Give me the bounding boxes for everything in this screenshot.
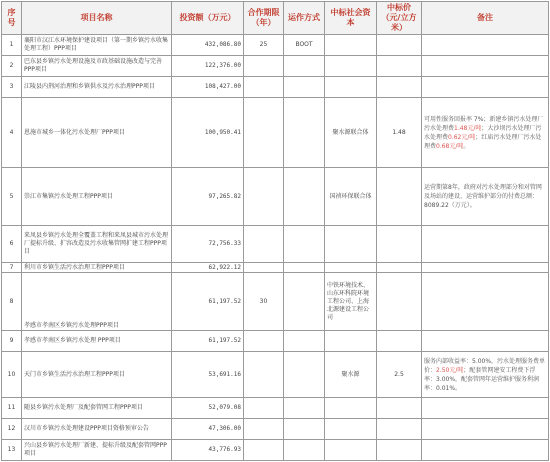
cell-seq: 11	[2, 398, 22, 419]
table-row	[2, 440, 549, 461]
cell-invest: 432,086.80	[172, 35, 244, 56]
header-price: 中标价（元/立方米）	[377, 2, 422, 35]
table-row	[2, 263, 549, 273]
cell-bidder	[325, 226, 377, 263]
cell-name: 巴东县乡镇污水处理设施及市政基础设施改造与完善PPP项目	[22, 56, 172, 77]
cell-seq: 8	[2, 273, 22, 331]
cell-period	[244, 226, 284, 263]
cell-remark	[422, 35, 549, 56]
cell-name: 江陵县内荆河治理和乡镇供水及污水治理PPP项目	[22, 77, 172, 98]
cell-price	[377, 168, 422, 226]
table-row	[2, 398, 549, 419]
cell-seq: 10	[2, 352, 22, 398]
cell-name: 崇江市集镇污水处理工程PPP项目	[22, 168, 172, 226]
cell-bidder	[325, 331, 377, 352]
cell-price	[377, 77, 422, 98]
header-name: 项目名称	[22, 2, 172, 35]
table-row	[2, 77, 549, 98]
cell-mode	[284, 98, 325, 168]
cell-bidder: 聚水源	[325, 352, 377, 398]
cell-mode: BOOT	[284, 35, 325, 56]
cell-price	[377, 273, 422, 331]
cell-bidder	[325, 56, 377, 77]
cell-name: 恩施市城乡一体化污水处理厂PPP项目	[22, 98, 172, 168]
table-row	[2, 226, 549, 263]
remark-text: 服务内部收益率：5.00%，污水处理服务费单价：	[424, 357, 546, 374]
cell-invest: 47,306.00	[172, 419, 244, 440]
cell-mode	[284, 56, 325, 77]
cell-seq: 6	[2, 226, 22, 263]
cell-period: 30	[244, 273, 284, 331]
cell-invest: 72,756.33	[172, 226, 244, 263]
table-row	[2, 273, 549, 331]
cell-name: 襄阳市汉江水环境保护建设项目（第一期乡镇污水收集处理工程）PPP项目	[22, 35, 172, 56]
cell-period	[244, 440, 284, 461]
cell-price	[377, 263, 422, 273]
cell-price	[377, 226, 422, 263]
cell-period	[244, 398, 284, 419]
header-period: 合作期限（年）	[244, 2, 284, 35]
cell-invest: 62,922.12	[172, 263, 244, 273]
cell-price	[377, 419, 422, 440]
cell-seq: 1	[2, 35, 22, 56]
table-row	[2, 56, 549, 77]
remark-price-highlight: 0.62元/吨	[448, 133, 476, 141]
cell-remark	[422, 352, 549, 398]
cell-period	[244, 419, 284, 440]
cell-remark	[422, 226, 549, 263]
cell-remark	[422, 98, 549, 168]
cell-invest: 97,265.82	[172, 168, 244, 226]
cell-mode	[284, 77, 325, 98]
cell-name: 天门市乡镇生活污水治理工程PPP项目	[22, 352, 172, 398]
cell-price: 1.48	[377, 98, 422, 168]
cell-period: 25	[244, 35, 284, 56]
cell-bidder: 聚水源联合体	[325, 98, 377, 168]
cell-bidder	[325, 440, 377, 461]
cell-mode	[284, 419, 325, 440]
cell-mode	[284, 168, 325, 226]
remark-text: ；大沙坝污水处理厂污水处理费	[424, 124, 542, 141]
remark-price-highlight: 0.68元/吨	[436, 142, 464, 150]
cell-invest: 122,376.00	[172, 56, 244, 77]
cell-invest: 52,079.08	[172, 398, 244, 419]
cell-remark	[422, 331, 549, 352]
cell-name: 孝感市孝南区乡镇污水处理 PPP项目	[22, 331, 172, 352]
project-table-container	[1, 1, 549, 461]
cell-seq: 3	[2, 77, 22, 98]
table-row	[2, 331, 549, 352]
cell-price: 2.5	[377, 352, 422, 398]
table-header-row	[2, 2, 549, 35]
remark-text: 。	[463, 142, 470, 150]
cell-mode	[284, 273, 325, 331]
header-mode: 运作方式	[284, 2, 325, 35]
cell-remark	[422, 440, 549, 461]
cell-mode	[284, 440, 325, 461]
cell-price	[377, 398, 422, 419]
cell-remark	[422, 419, 549, 440]
cell-price	[377, 440, 422, 461]
cell-period	[244, 168, 284, 226]
table-row	[2, 168, 549, 226]
cell-seq: 5	[2, 168, 22, 226]
cell-invest: 61,197.52	[172, 273, 244, 331]
cell-bidder: 中铁环境技术、山东环科院环境工程公司、上海北源建设工程公司	[325, 273, 377, 331]
cell-name: 孝感市孝南区乡镇污水处理PPP项目	[22, 273, 172, 331]
cell-period	[244, 77, 284, 98]
cell-bidder	[325, 398, 377, 419]
cell-seq: 4	[2, 98, 22, 168]
remark-price-highlight: 2.50元/吨	[436, 366, 464, 374]
header-seq: 序号	[2, 2, 22, 35]
table-row	[2, 419, 549, 440]
cell-remark: 运营期第8年，政府对污水处理部分和对管网及场站的建设、运营维护部分的付费总额：8089.22（万元）。	[422, 168, 549, 226]
cell-bidder	[325, 35, 377, 56]
cell-bidder	[325, 77, 377, 98]
cell-period	[244, 98, 284, 168]
cell-price	[377, 331, 422, 352]
cell-name: 利川市乡镇生活污水治理工程PPP项目	[22, 263, 172, 273]
cell-invest: 100,950.41	[172, 98, 244, 168]
header-bidder: 中标社会资本	[325, 2, 377, 35]
cell-mode	[284, 352, 325, 398]
cell-period	[244, 263, 284, 273]
cell-bidder	[325, 419, 377, 440]
cell-invest: 108,427.00	[172, 77, 244, 98]
cell-seq: 7	[2, 263, 22, 273]
project-table	[1, 1, 549, 461]
cell-name: 随县乡镇污水处理厂及配套管网工程PPP项目	[22, 398, 172, 419]
cell-invest: 53,691.16	[172, 352, 244, 398]
cell-name: 兴山县乡镇污水处理厂新建、提标升级及配套管网PPP项目	[22, 440, 172, 461]
cell-name: 汉川市乡镇污水处理建设PPP项目资格预审公告	[22, 419, 172, 440]
cell-name: 来凤县乡镇污水处理全覆盖工程和来凤县城市污水处理厂提标升级、扩容改造及污水收集管网扩建工程PPP项目	[22, 226, 172, 263]
header-remark: 备注	[422, 2, 549, 35]
cell-invest: 43,776.93	[172, 440, 244, 461]
cell-price	[377, 56, 422, 77]
remark-text: ；配套管网建安工程费下浮率：3.00%，配套管网年运营维护服务利润率：0.01%。	[424, 366, 540, 392]
cell-mode	[284, 263, 325, 273]
table-row	[2, 352, 549, 398]
cell-mode	[284, 226, 325, 263]
cell-period	[244, 331, 284, 352]
cell-period	[244, 352, 284, 398]
header-invest: 投资额（万元）	[172, 2, 244, 35]
remark-price-highlight: 1.48元/吨	[454, 124, 482, 132]
cell-period	[244, 56, 284, 77]
cell-remark	[422, 56, 549, 77]
cell-seq: 12	[2, 419, 22, 440]
cell-bidder	[325, 263, 377, 273]
remark-text: ；红庙污水处理厂污水处理费	[424, 133, 542, 150]
cell-remark	[422, 273, 549, 331]
cell-remark	[422, 398, 549, 419]
cell-mode	[284, 331, 325, 352]
table-row	[2, 35, 549, 56]
table-row	[2, 98, 549, 168]
cell-seq: 9	[2, 331, 22, 352]
remark-text: 可用性服务回报率 7%；新建乡镇污水处理厂污水处理费	[424, 115, 544, 132]
cell-remark	[422, 77, 549, 98]
cell-invest: 61,197.52	[172, 331, 244, 352]
cell-mode	[284, 398, 325, 419]
cell-seq: 13	[2, 440, 22, 461]
cell-seq: 2	[2, 56, 22, 77]
cell-price	[377, 35, 422, 56]
cell-bidder: 国祯环保联合体	[325, 168, 377, 226]
cell-remark	[422, 263, 549, 273]
